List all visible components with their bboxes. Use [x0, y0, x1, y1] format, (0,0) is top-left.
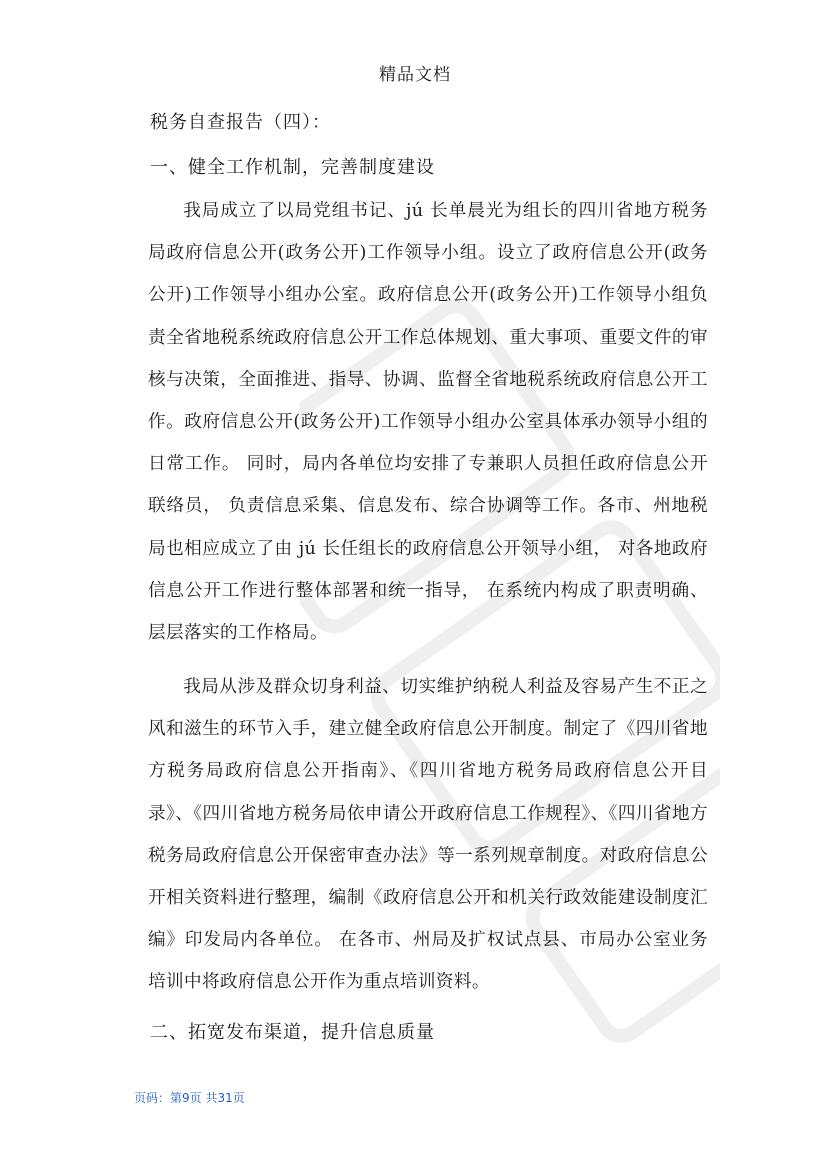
- page-header-title: 精品文档: [379, 65, 451, 85]
- section-2-heading: 二、拓宽发布渠道，提升信息质量: [150, 1022, 435, 1043]
- report-title: 税务自查报告（四）：: [150, 112, 331, 133]
- page-number-footer: 页码：第9页 共31页: [134, 1091, 245, 1105]
- section-1-paragraph-2: 我局从涉及群众切身利益、切实维护纳税人利益及容易产生不正之风和滋生的环节入手，建立健全政府信息公开制度。制定了《四川省地方税务局政府信息公开指南》、《四川省地方税务局政府信息公开目录》、《四川省地方税务局依申请公开政府信息工作规程》、《四川省地方税务局政府信息公开保密审查办法》等一系列规章制度。对政府信息公开相关资料进行整理，编制《政府信息公开和机关行政效能建设制度汇编》印发局内各单位。 在各市、州局及扩权试点县、市局办公室业务培训中将政府信息公开作为重点培训资料。: [148, 677, 708, 993]
- section-1-paragraph-1: 我局成立了以局党组书记、jú 长单晨光为组长的四川省地方税务局政府信息公开(政务公开)工作领导小组。设立了政府信息公开(政务公开)工作领导小组办公室。政府信息公开(政务公开)工作领导小组负责全省地税系统政府信息公开工作总体规划、重大事项、重要文件的审核与决策，全面推进、指导、协调、监督全省地税系统政府信息公开工作。政府信息公开(政务公开)工作领导小组办公室具体承办领导小组的日常工作。 同时，局内各单位均安排了专兼职人员担任政府信息公开联络员， 负责信息采集、信息发布、综合协调等工作。各市、州地税局也相应成立了由 jú 长任组长的政府信息公开领导小组， 对各地政府信息公开工作进行整体部署和统一指导， 在系统内构成了职责明确、层层落实的工作格局。: [148, 201, 708, 644]
- section-1-heading: 一、健全工作机制，完善制度建设: [150, 157, 435, 178]
